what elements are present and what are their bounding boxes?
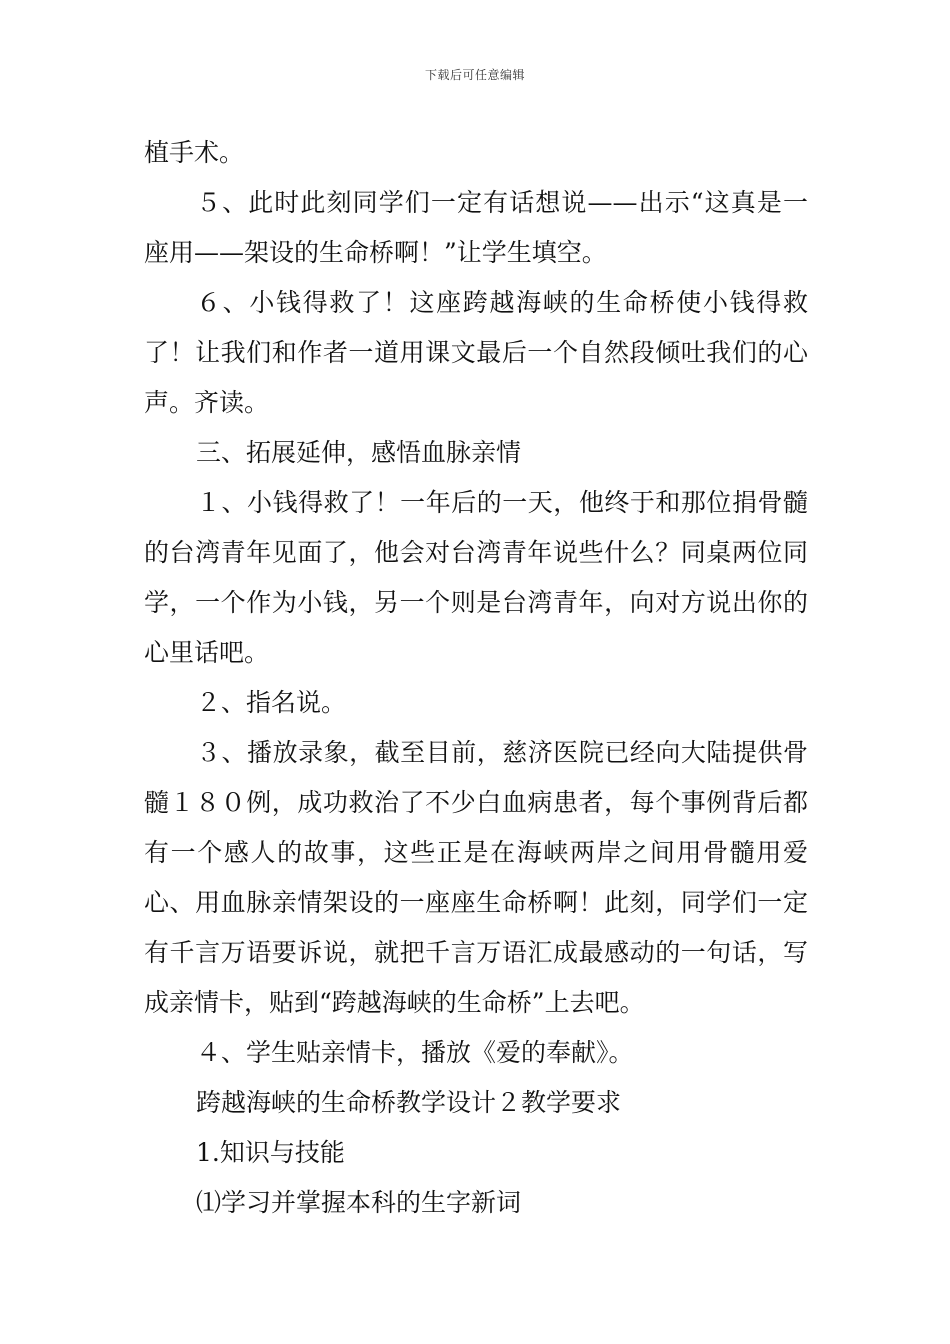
paragraph-7: ３、播放录象，截至目前，慈济医院已经向大陆提供骨髓１８０例，成功救治了不少白血病患者，每个事例背后都有一个感人的故事，这些正是在海峡两岸之间用骨髓用爱心、用血脉亲情架设的一座座生命桥啊！此刻，同学们一定有千言万语要诉说，就把千言万语汇成最感动的一句话，写成亲情卡，贴到“跨越海峡的生命桥”上去吧。 <box>144 738 808 1017</box>
design-title: 跨越海峡的生命桥教学设计２教学要求 <box>196 1088 622 1117</box>
paragraph-3: ６、小钱得救了！这座跨越海峡的生命桥使小钱得救了！让我们和作者一道用课文最后一个自然段倾吐我们的心声。齐读。 <box>144 288 808 417</box>
page-header: 下载后可任意编辑 <box>424 68 525 82</box>
paragraph-8: ４、学生贴亲情卡，播放《爱的奉献》。 <box>196 1038 634 1067</box>
subheading-knowledge-skills: 1.知识与技能 <box>196 1138 345 1167</box>
paragraph-1: 植手术。 <box>144 138 245 167</box>
paragraph-2: ５、此时此刻同学们一定有话想说——出示“这真是一座用——架设的生命桥啊！”让学生填空。 <box>144 188 808 267</box>
paragraph-5: １、小钱得救了！一年后的一天，他终于和那位捐骨髓的台湾青年见面了，他会对台湾青年说些什么？同桌两位同学，一个作为小钱，另一个则是台湾青年，向对方说出你的心里话吧。 <box>144 488 808 667</box>
document-body <box>144 128 808 1228</box>
list-item-1: ⑴学习并掌握本科的生字新词 <box>196 1188 522 1217</box>
paragraph-6: ２、指名说。 <box>196 688 347 717</box>
section-heading-3: 三、拓展延伸，感悟血脉亲情 <box>196 438 522 467</box>
